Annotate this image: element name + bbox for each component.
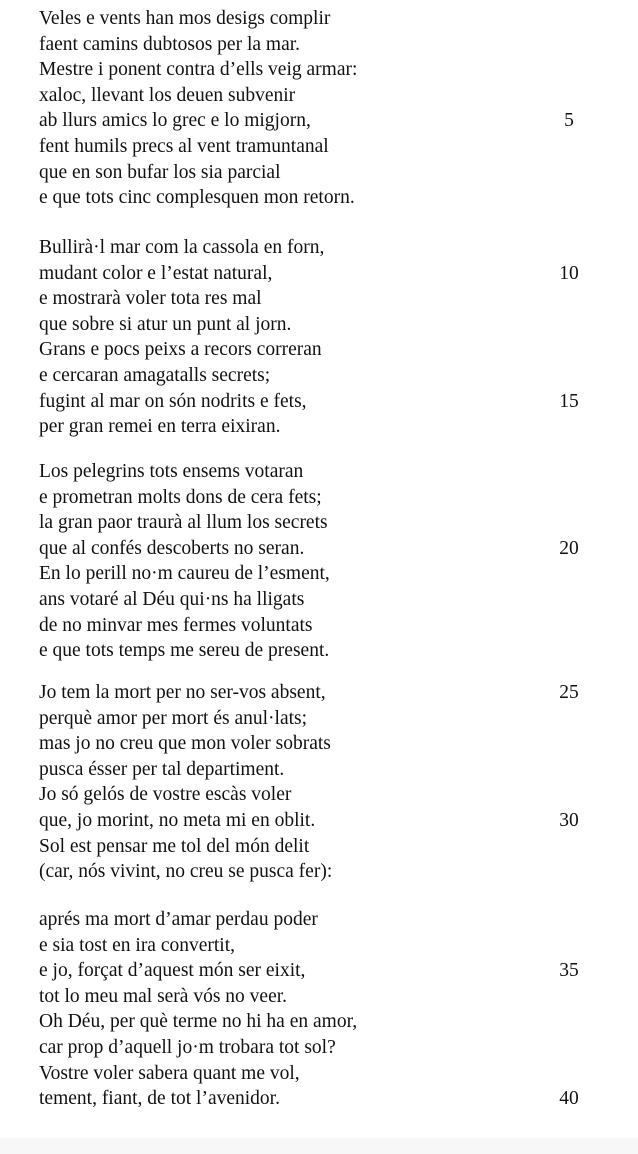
line-number: 10 (559, 262, 579, 284)
verse-line: Bullirà·l mar com la cassola en forn, (39, 237, 325, 258)
line-number: 35 (559, 960, 579, 982)
line-number: 20 (559, 537, 579, 559)
verse-line: que en son bufar los sia parcial (39, 161, 281, 183)
verse-line: Vostre voler sabera quant me vol, (39, 1062, 300, 1084)
verse-line: fugint al mar on són nodrits e fets, 15 (39, 389, 599, 415)
stanza-2 (39, 235, 599, 440)
verse-line: mas jo no creu que mon voler sobrats (39, 733, 331, 755)
verse-line: aprés ma mort d’amar perdau poder (39, 909, 318, 930)
verse-line: Los pelegrins tots ensems votaran (39, 461, 304, 482)
verse-line: pusca ésser per tal departiment. (39, 758, 285, 780)
verse-line: mudant color e l’estat natural, 10 (39, 261, 599, 287)
verse-line: de no minvar mes fermes voluntats (39, 614, 313, 636)
verse-line: que sobre si atur un punt al jorn. (39, 313, 292, 335)
verse-line: e jo, forçat d’aquest món ser eixit, 35 (39, 958, 599, 984)
verse-line: xaloc, llevant los deuen subvenir (39, 84, 296, 106)
verse-line: Sol est pensar me tol del món delit (39, 835, 310, 857)
verse-line: car prop d’aquell jo·m trobara tot sol? (39, 1036, 336, 1058)
verse-line: Mestre i ponent contra d’ells veig armar: (39, 59, 358, 81)
verse-line: ans votaré al Déu qui·ns ha lligats (39, 588, 305, 610)
verse-line: ab llurs amics lo grec e lo migjorn, 5 (39, 108, 599, 134)
verse-line: que al confés descoberts no seran. 20 (39, 536, 599, 562)
verse-line: Jo só gelós de vostre escàs voler (39, 784, 292, 806)
verse-line: Grans e pocs peixs a recors correran (39, 339, 322, 361)
verse-line: En lo perill no·m caureu de l’esment, (39, 563, 330, 585)
line-number: 5 (564, 110, 574, 132)
verse-line: la gran paor traurà al llum los secrets (39, 512, 328, 534)
verse-line: fent humils precs al vent tramuntanal (39, 135, 329, 157)
verse-line: e prometran molts dons de cera fets; (39, 486, 322, 508)
verse-line: que, jo morint, no meta mi en oblit. 30 (39, 808, 599, 834)
verse-line: Oh Déu, per què terme no hi ha en amor, (39, 1011, 358, 1033)
stanza-3 (39, 459, 599, 664)
verse-line: e sia tost en ira convertit, (39, 934, 236, 956)
verse-line: tement, fiant, de tot l’avenidor. 40 (39, 1086, 599, 1112)
verse-line: per gran remei en terra eixiran. (39, 416, 281, 438)
verse-line: faent camins dubtosos per la mar. (39, 33, 301, 55)
verse-line: e que tots temps me sereu de present. (39, 640, 330, 662)
verse-line: tot lo meu mal serà vós no veer. (39, 985, 288, 1007)
stanza-4 (39, 680, 599, 885)
verse-line: e mostrarà voler tota res mal (39, 288, 262, 310)
verse-line: Veles e vents han mos desigs complir (39, 8, 331, 29)
stanza-5 (39, 907, 599, 1112)
verse-line: perquè amor per mort és anul·lats; (39, 707, 308, 729)
verse-line: e que tots cinc complesquen mon retorn. (39, 187, 355, 209)
verse-line: Jo tem la mort per no ser-vos absent, 25 (39, 680, 599, 706)
line-number: 30 (559, 809, 579, 831)
line-number: 15 (559, 390, 579, 412)
stanza-1 (39, 6, 599, 211)
verse-line: (car, nós vivint, no creu se pusca fer): (39, 861, 333, 883)
verse-line: e cercaran amagatalls secrets; (39, 364, 271, 386)
line-number: 25 (559, 682, 579, 703)
line-number: 40 (559, 1088, 579, 1110)
